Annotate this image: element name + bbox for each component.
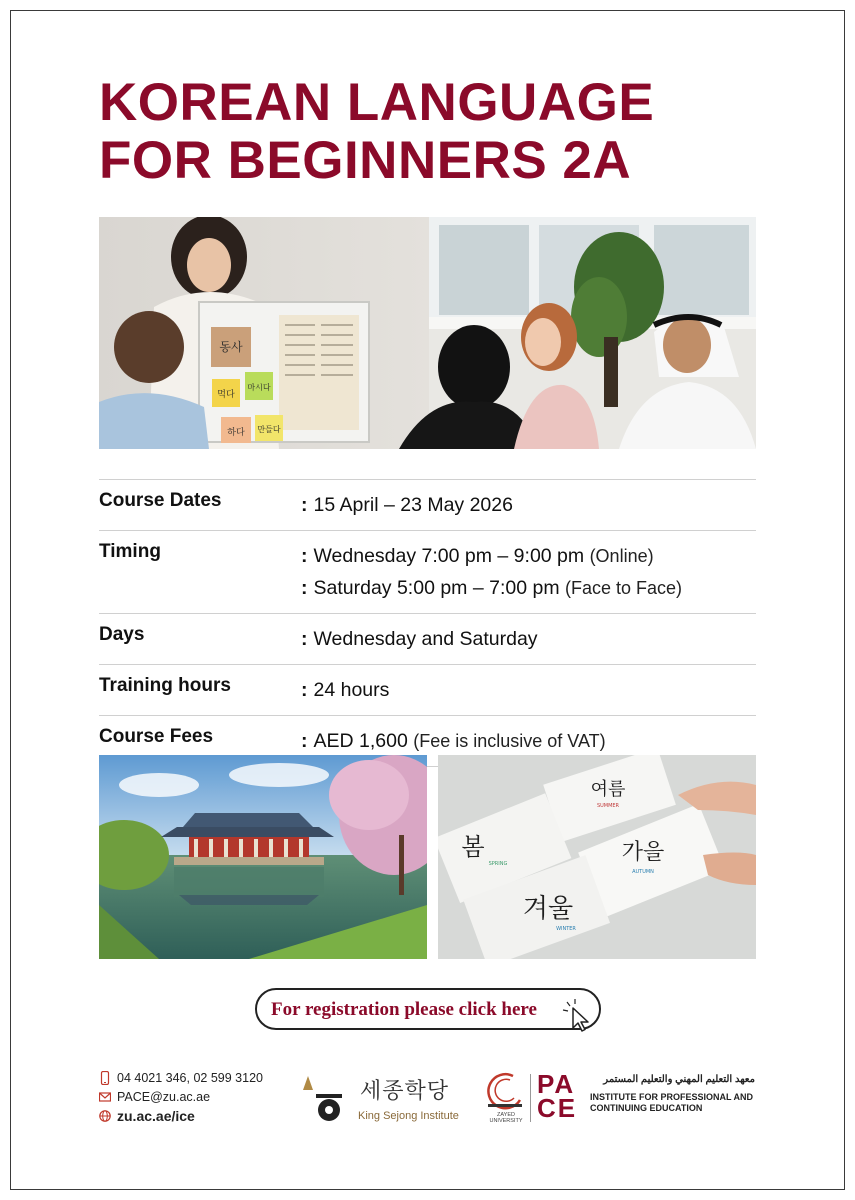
classroom-photo [99, 217, 756, 449]
card-word-winter: 겨울 [522, 894, 574, 924]
card-label-autumn: AUTUMN [632, 869, 654, 875]
detail-row-days: Days : Wednesday and Saturday [99, 614, 756, 665]
detail-label: Training hours [99, 675, 231, 696]
registration-button[interactable] [255, 988, 601, 1030]
card-label-spring: SPRING [488, 861, 508, 867]
detail-label: Course Dates [99, 490, 222, 511]
season-cards-photo [438, 755, 756, 959]
course-details-table [99, 479, 756, 767]
pace-english-line-2: CONTINUING EDUCATION [590, 1103, 703, 1113]
pace-english-line-1: INSTITUTE FOR PROFESSIONAL AND [590, 1092, 754, 1102]
board-word: 먹다 [217, 390, 235, 400]
website-url: zu.ac.ae/ice [117, 1107, 195, 1124]
detail-label: Timing [99, 541, 161, 562]
title-line-2: FOR BEGINNERS 2A [99, 131, 632, 190]
card-label-winter: WINTER [556, 926, 576, 932]
detail-row-timing: Timing : Wednesday 7:00 pm – 9:00 pm (Online) : Saturday 5:00 pm – 7:00 pm (Face to Face) [99, 531, 756, 614]
detail-note: (Face to Face) [565, 578, 683, 598]
title-line-1: KOREAN LANGUAGE [99, 73, 655, 132]
detail-value: Wednesday and Saturday [313, 628, 538, 650]
pace-mark-bottom: CE [537, 1093, 578, 1123]
email-line[interactable] [99, 1087, 263, 1106]
detail-note: (Online) [589, 546, 654, 566]
board-word: 만들다 [257, 425, 281, 434]
website-line[interactable] [99, 1106, 263, 1125]
pace-logo [480, 1070, 760, 1130]
card-word-spring: 봄 [461, 833, 485, 861]
contact-info [99, 1068, 263, 1125]
sejong-hangul: 세종학당 [360, 1078, 450, 1103]
phone-icon [99, 1071, 111, 1085]
detail-label: Course Fees [99, 726, 214, 747]
email-icon [99, 1090, 111, 1104]
page-title [99, 74, 779, 190]
board-word: 마시다 [247, 383, 271, 392]
detail-value: AED 1,600 [313, 730, 408, 752]
registration-label: For registration please click here [271, 999, 537, 1020]
palace-photo [99, 755, 427, 959]
king-sejong-institute-logo [290, 1070, 460, 1130]
cursor-click-icon [561, 998, 591, 1032]
detail-note: (Fee is inclusive of VAT) [413, 731, 606, 751]
detail-row-course-dates: Course Dates : 15 April – 23 May 2026 [99, 480, 756, 531]
detail-label: Days [99, 624, 145, 645]
king-sejong-emblem-icon [290, 1070, 350, 1130]
detail-value: Saturday 5:00 pm – 7:00 pm [313, 577, 560, 599]
phone-line [99, 1068, 263, 1087]
detail-value: 15 April – 23 May 2026 [313, 494, 513, 516]
card-word-autumn: 가을 [621, 840, 665, 865]
board-word: 동사 [219, 340, 243, 354]
board-word: 하다 [227, 428, 245, 438]
phone-numbers: 04 4021 346, 02 599 3120 [117, 1070, 263, 1085]
detail-value: Wednesday 7:00 pm – 9:00 pm [313, 545, 585, 567]
detail-row-training-hours: Training hours : 24 hours [99, 665, 756, 716]
email-address: PACE@zu.ac.ae [117, 1089, 211, 1104]
zu-label: ZAYED UNIVERSITY [489, 1112, 523, 1124]
pace-arabic-name: معهد التعليم المهني والتعليم المستمر [603, 1074, 755, 1085]
detail-value: 24 hours [313, 679, 390, 701]
card-label-summer: SUMMER [596, 803, 620, 809]
pace-mark-top: PA [537, 1069, 576, 1099]
detail-row-course-fees: Course Fees : AED 1,600 (Fee is inclusive of VAT) [99, 716, 756, 767]
card-word-summer: 여름 [590, 779, 626, 800]
sejong-name: King Sejong Institute [358, 1110, 459, 1122]
logo-divider [530, 1074, 531, 1122]
pace-mark [537, 1069, 578, 1123]
globe-icon [99, 1109, 111, 1123]
